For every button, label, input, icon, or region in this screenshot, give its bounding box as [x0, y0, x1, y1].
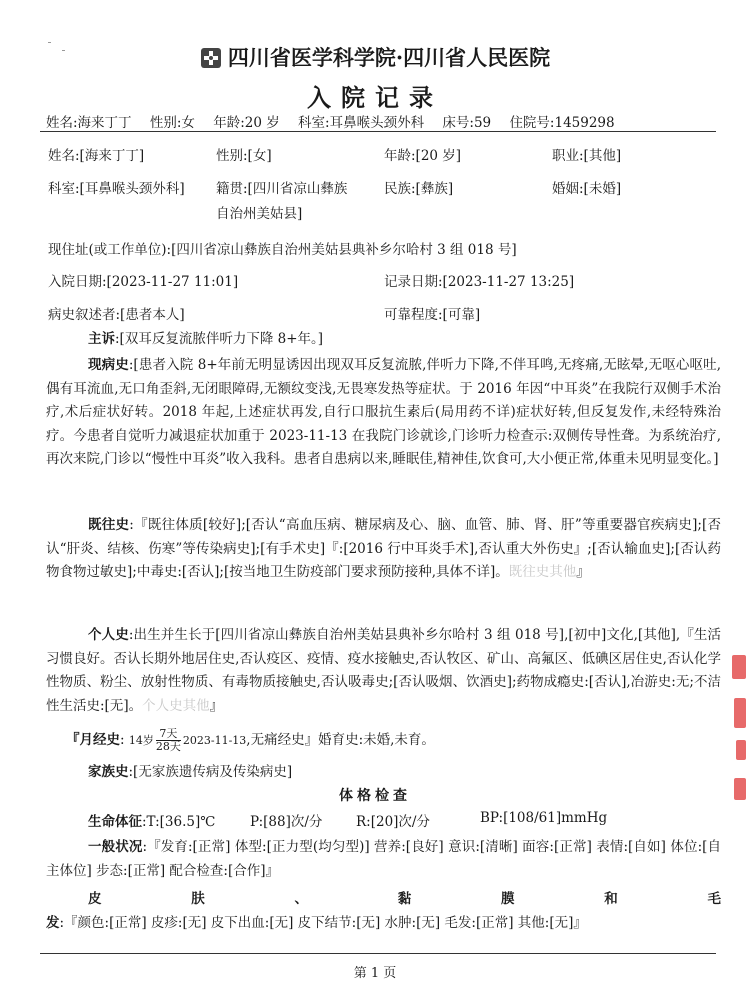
summary-dept: 科室:耳鼻喉头颈外科: [298, 115, 425, 131]
footer-divider: [40, 953, 716, 954]
hospital-logo-icon: [200, 47, 222, 69]
past-history-other: 既往史其他: [508, 564, 577, 580]
chief-complaint-label: 主诉: [88, 331, 115, 347]
family-history-label: 家族史: [88, 764, 129, 780]
stamp-fragment: [732, 655, 746, 679]
field-ethnicity: 民族:[彝族]: [384, 181, 454, 197]
physical-exam-title: 体格检查: [339, 788, 411, 804]
field-marriage: 婚姻:[未婚]: [552, 181, 622, 197]
document-title: 入院记录: [307, 83, 443, 112]
vital-pulse: P:[88]次/分: [250, 814, 323, 830]
family-history-text: :[无家族遗传病及传染病史]: [128, 764, 293, 780]
field-reliability: 可靠程度:[可靠]: [384, 307, 481, 323]
present-illness-label: 现病史: [88, 357, 129, 373]
field-native-place-cont: 自治州美姑县]: [216, 206, 303, 222]
stamp-fragment: [736, 740, 746, 760]
field-name: 姓名:[海来丁丁]: [48, 148, 145, 164]
personal-history-text: :出生并生长于[四川省凉山彝族自治州美姑县典补乡尔哈村 3 组 018 号],[初中]文化,[其他],『生活习惯良好。否认长期外地居住史,否认疫区、疫情、疫水接触史,否认牧区、矿山、高氟区、低碘区居住史,否认化学性物质、粉尘、放射性物质、有毒物质接触史,否认吸毒史;[否认吸烟、饮酒史];药物成瘾史:[否认],冶游史:无;不洁性生活史:[无]。: [46, 627, 721, 714]
menarche-age: 14岁: [128, 734, 154, 747]
personal-history: [46, 624, 721, 718]
last-period-date: 2023-11-13: [182, 734, 247, 747]
field-gender: 性别:[女]: [216, 148, 272, 164]
personal-history-label: 个人史: [88, 627, 129, 643]
present-illness-text: :[患者入院 8+年前无明显诱因出现双耳反复流脓,伴听力下降,不伴耳鸣,无疼痛,无眩晕,无呕心呕吐,偶有耳流血,无口角歪斜,无闭眼障碍,无额纹变浅,无畏寒发热等症状。于 2016 年因“中耳炎”在我院行双侧手术治疗,术后症状好转。2018 年起,上述症状再发,自行口服抗生素后(局用药不详)症状好转,但反复发作,未经特殊治疗。今患者自觉听力减退症状加重于 2023-11-13 在我院门诊就诊,门诊听力检查示:双侧传导性聋。为系统治疗,再次来院,门诊以“慢性中耳炎”收入我科。患者自患病以来,睡眠佳,精神佳,饮食可,大小便正常,体重未见明显变化。]: [46, 357, 721, 467]
summary-gender: 性别:女: [149, 115, 195, 131]
chief-complaint-text: :[双耳反复流脓伴听力下降 8+年。]: [115, 331, 324, 347]
field-record-date: 记录日期:[2023-11-27 13:25]: [384, 274, 575, 290]
cycle-fraction: [156, 728, 181, 753]
general-condition-text: :『发育:[正常] 体型:[正力型(均匀型)] 营养:[良好] 意识:[清晰] 面容:[正常] 表情:[自如] 体位:[自主体位] 步态:[正常] 配合检查:[合作]』: [46, 839, 721, 879]
field-age: 年龄:[20 岁]: [384, 148, 462, 164]
past-history-text: :『既往体质[较好];[否认“高血压病、糖尿病及心、脑、血管、肺、肾、肝”等重要器官疾病史];[否认“肝炎、结核、伤寒”等传染病史];[有手术史]『:[2016 行中耳炎手术],否认重大外伤史』;[否认输血史];[否认药物食物过敏史];中毒史:[否认];[按当地卫生防疫部门要求预防接种,具体不详]。: [46, 517, 722, 580]
past-history: [46, 514, 721, 585]
summary-age: 年龄:20 岁: [213, 115, 280, 131]
skin-label: 皮肤、黏膜和毛发: [46, 891, 721, 931]
menstrual-rest: ,无痛经史』婚育史:未婚,未育。: [246, 732, 435, 748]
skin-mucosa-hair: [46, 888, 721, 935]
header-divider: [40, 131, 716, 132]
personal-history-end: 』: [209, 697, 224, 714]
skin-text: :『颜色:[正常] 皮疹:[无] 皮下出血:[无] 皮下结节:[无] 水肿:[无] 毛发:[正常] 其他:[无]』: [59, 914, 587, 931]
vital-respiration: R:[20]次/分: [356, 814, 430, 830]
past-history-label: 既往史: [88, 517, 130, 533]
vital-signs: [88, 810, 215, 830]
field-occupation: 职业:[其他]: [552, 148, 622, 164]
page-number: 第 1 页: [353, 966, 397, 981]
personal-history-other: 个人史其他: [142, 697, 210, 714]
summary-bed: 床号:59: [442, 115, 492, 131]
field-address: 现住址(或工作单位):[四川省凉山彝族自治州美姑县典补乡尔哈村 3 组 018 号]: [48, 242, 517, 258]
vital-signs-label: 生命体征: [88, 814, 142, 830]
menstrual-label: 『月经史: [66, 732, 120, 748]
field-native-place: 籍贯:[四川省凉山彝族: [216, 181, 348, 197]
field-admit-date: 入院日期:[2023-11-27 11:01]: [48, 274, 239, 290]
menstrual-colon: :: [120, 732, 125, 748]
patient-summary-line: [46, 111, 629, 131]
chief-complaint: [88, 328, 718, 352]
stamp-fragment: [734, 778, 746, 800]
hospital-header: [0, 42, 750, 72]
vital-blood-pressure: BP:[108/61]mmHg: [480, 810, 608, 826]
present-illness: [46, 354, 721, 472]
summary-name: 姓名:海来丁丁: [46, 115, 132, 131]
cycle-days: 28天: [155, 740, 181, 753]
stamp-fragment: [734, 698, 746, 728]
vital-temperature: :T:[36.5]℃: [142, 814, 216, 830]
field-narrator: 病史叙述者:[患者本人]: [48, 307, 185, 323]
menstrual-history: [66, 728, 435, 753]
past-history-end: 』: [576, 564, 590, 580]
general-condition: [46, 836, 721, 883]
period-days: 7天: [156, 728, 181, 741]
family-history: [88, 760, 292, 780]
hospital-name: 四川省医学科学院·四川省人民医院: [227, 45, 551, 70]
general-condition-label: 一般状况: [88, 839, 143, 855]
field-dept: 科室:[耳鼻喉头颈外科]: [48, 181, 185, 197]
summary-admission-no: 住院号:1459298: [509, 115, 615, 131]
